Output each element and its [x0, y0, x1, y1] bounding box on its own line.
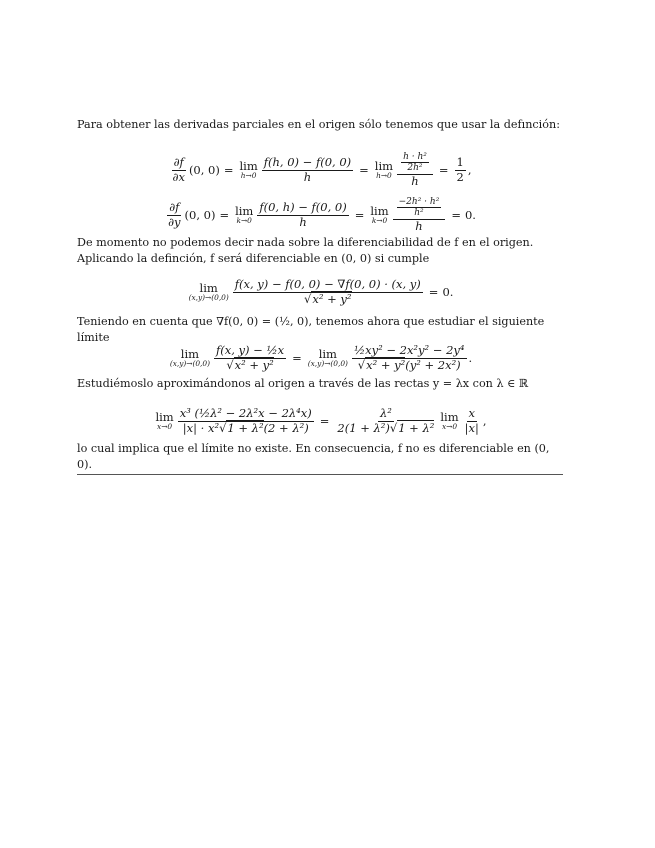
- paragraph-moment: De momento no podemos decir nada sobre la diferenciabilidad de f en el origen. Aplicando la definción, f será diferenciable en (0, 0) si cumple: [77, 236, 534, 265]
- limit-study-rhs-fraction: $\frac{\text{½xy² − 2x²y² − 2y⁴}}{\text{√x² + y²(y² + 2x²)}}$: [353, 343, 465, 372]
- partial-x-difference-quotient: $\frac{f(h, 0) - f(0, 0)}{h}$: [263, 155, 352, 184]
- partial-y-difference-quotient: $\frac{f(0, h) - f(0, 0)}{h}$: [259, 200, 347, 229]
- partial-y-limit-2: lim k→0: [370, 203, 389, 226]
- differentiability-fraction: $\frac{f(x, y) - f(0, 0) - \nabla f(0, 0) \cdot (x, y)}{\text{√x² + y²}}$: [234, 277, 421, 306]
- limit-study-lhs-fraction: $\frac{\text{f(x, y) − ½x}}{\text{√x² + y²}}$: [216, 343, 285, 372]
- limit-study-rhs-limit: lim (x,y)→(0,0): [307, 346, 348, 369]
- partial-x-limit: lim h→0: [239, 158, 258, 181]
- partial-x-lhs-fraction: $\frac{\partial f}{\partial x}$: [172, 155, 185, 184]
- lambda-limit-coefficient: $\frac{\text{λ²}}{\text{2(1 + λ²)√1 + λ²}}$: [337, 406, 435, 435]
- lambda-limit-sign-fraction: $\frac{x}{|x|}$: [464, 406, 479, 435]
- equation-partial-x: $\frac{\partial f}{\partial x}$ (0, 0) = lim h→0 $\frac{f(h, 0) - f(0, 0)}{h}$ = lim h→0 $\frac{\frac{\text{h · h²}}{\text{2h²}}}{h}$ = $\frac{1}{2}$ ,: [172, 152, 472, 188]
- partial-x-result: $\frac{1}{2}$: [456, 155, 464, 184]
- partial-y-compound-fraction: $\frac{\frac{\text{−2h² · h²}}{\text{h²}}}{h}$: [393, 197, 446, 233]
- differentiability-limit: lim (x,y)→(0,0): [188, 280, 229, 303]
- partial-y-limit: lim k→0: [235, 203, 254, 226]
- lambda-limit-operator-2: lim x→0: [440, 409, 459, 432]
- paragraph-approach: Estudiémoslo aproximándonos al origen a través de las rectas y = λx con λ ∈ ℝ: [77, 377, 529, 390]
- paragraph-intro: Para obtener las derivadas parciales en el origen sólo tenemos que usar la defınción:: [77, 118, 560, 131]
- partial-y-lhs-fraction: $\frac{\partial f}{\partial y}$: [168, 200, 181, 229]
- equation-partial-y: $\frac{\partial f}{\partial y}$ (0, 0) = lim k→0 $\frac{f(0, h) - f(0, 0)}{h}$ = lim k→0 $\frac{\frac{\text{−2h² · h²}}{\text{h²}}}{h}$ = 0.: [168, 197, 476, 233]
- limit-study-lhs-limit: lim (x,y)→(0,0): [169, 346, 210, 369]
- partial-x-compound-fraction: $\frac{\frac{\text{h · h²}}{\text{2h²}}}{h}$: [397, 152, 433, 188]
- lambda-limit-operator: lim x→0: [155, 409, 174, 432]
- section-divider: [77, 474, 563, 475]
- paragraph-gradient: Teniendo en cuenta que ∇f(0, 0) = (½, 0), tenemos ahora que estudiar el siguiente límite: [77, 315, 545, 344]
- lambda-limit-main-fraction: $\frac{\text{x³ (½λ² − 2λ²x − 2λ⁴x)}}{\text{|x| · x²√1 + λ²(2 + λ²)}}$: [179, 406, 312, 435]
- equation-limit-study: lim (x,y)→(0,0) $\frac{\text{f(x, y) − ½x}}{\text{√x² + y²}}$ = lim (x,y)→(0,0) $\frac{\text{½xy² − 2x²y² − 2y⁴}}{\text{√x² + y²(y² + 2x²)}}$ .: [169, 343, 473, 372]
- equation-differentiability: lim (x,y)→(0,0) $\frac{f(x, y) - f(0, 0) - \nabla f(0, 0) \cdot (x, y)}{\text{√x² + y²}}$ = 0.: [188, 277, 454, 306]
- partial-x-limit-2: lim h→0: [374, 158, 394, 181]
- equation-lambda-limit: lim x→0 $\frac{\text{x³ (½λ² − 2λ²x − 2λ⁴x)}}{\text{|x| · x²√1 + λ²(2 + λ²)}}$ = $\frac{\text{λ²}}{\text{2(1 + λ²)√1 + λ²}}$ lim x→0 $\frac{x}{|x|}$ ,: [155, 406, 487, 435]
- paragraph-conclusion: lo cual implica que el límite no existe. En consecuencia, f no es diferenciable en (0, 0).: [77, 442, 550, 471]
